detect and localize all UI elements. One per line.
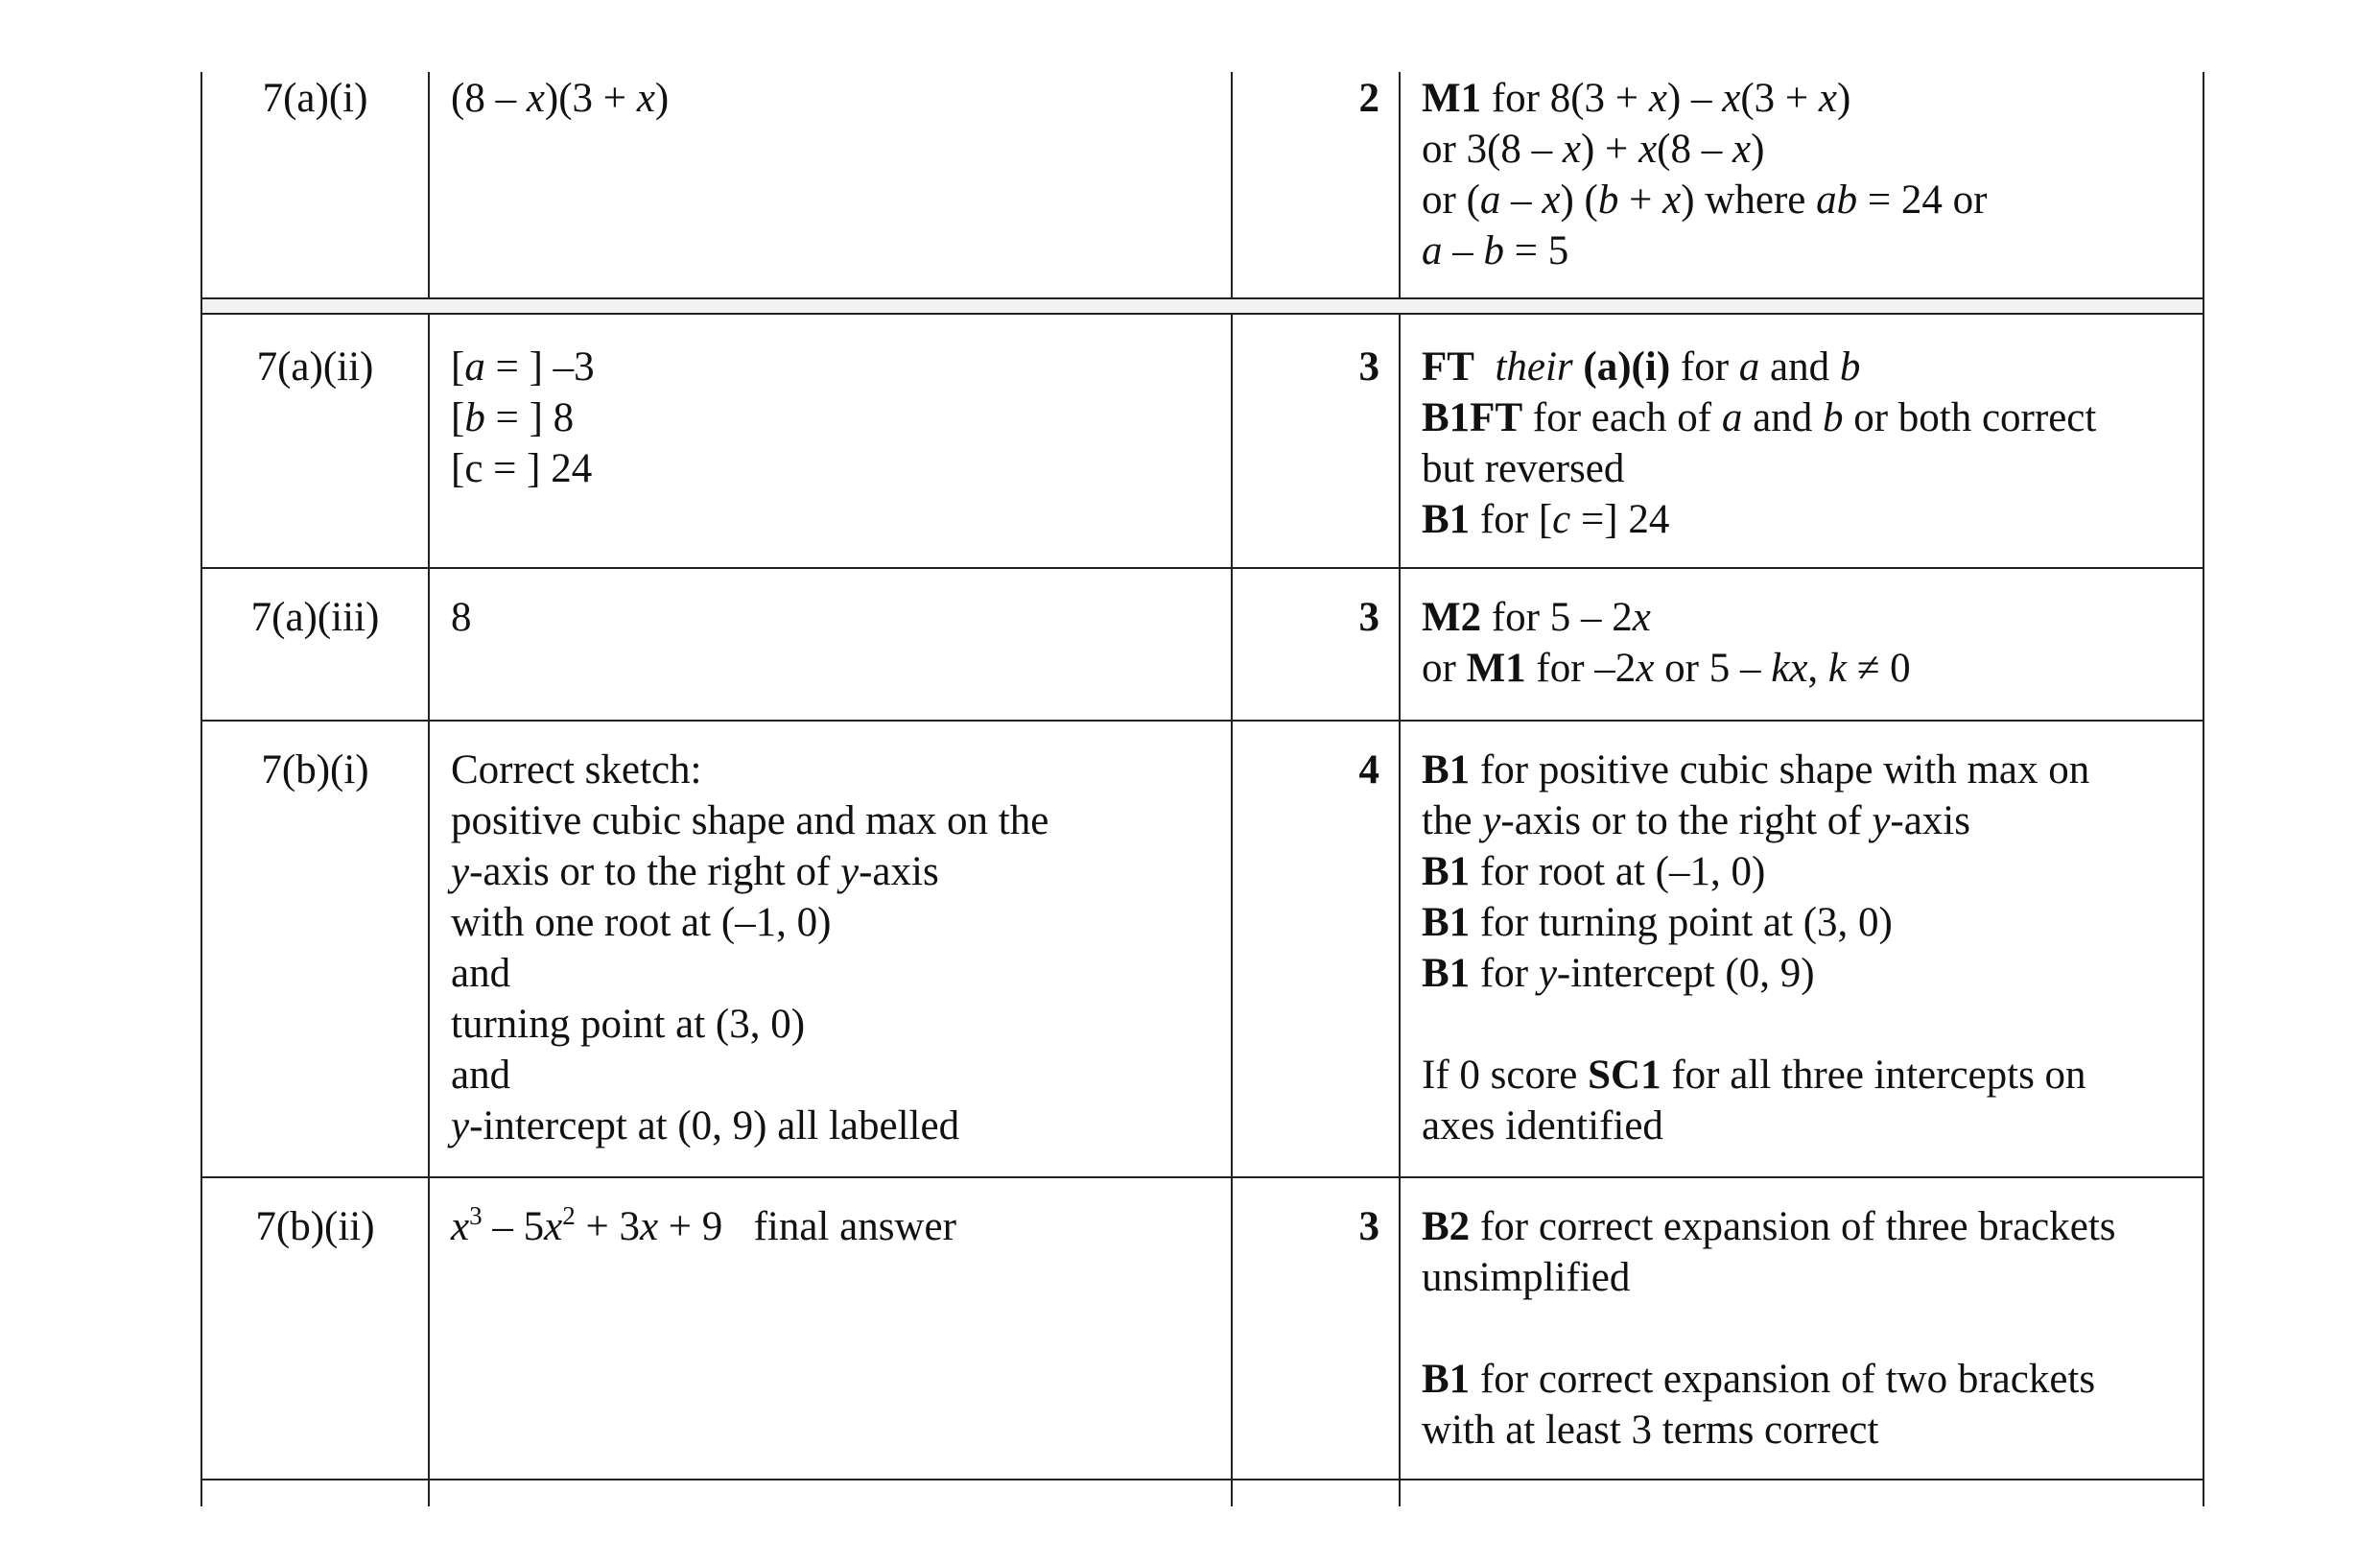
row-line <box>200 1176 2204 1178</box>
guidance-line: axes identified <box>1422 1103 1663 1149</box>
guidance-line: B1 for positive cubic shape with max on <box>1422 747 2090 793</box>
spacer <box>1422 999 2089 1050</box>
guidance-line: but reversed <box>1422 446 1625 491</box>
question-number: 7(b)(ii) <box>255 1204 375 1249</box>
answer-line: [c = ] 24 <box>451 446 593 491</box>
guidance-line: M2 for 5 – 2x <box>1422 595 1651 640</box>
marks-value: 2 <box>1358 76 1379 121</box>
col-line-right <box>2203 72 2204 1506</box>
guidance-line: B1FT for each of a and b or both correct <box>1422 395 2097 440</box>
question-number: 7(a)(ii) <box>256 344 374 390</box>
question-number: 7(a)(iii) <box>250 595 380 640</box>
spacer <box>1422 1303 2116 1354</box>
guidance-line: B1 for root at (–1, 0) <box>1422 849 1766 894</box>
row-line <box>200 1479 2204 1480</box>
col-line-question <box>428 72 430 1506</box>
answer-cell <box>451 1201 956 1252</box>
guidance-line: B2 for correct expansion of three brackets <box>1422 1204 2116 1249</box>
answer-line: $x^3 - 5x^2 + 3x + 9$ final answer <box>451 1201 956 1249</box>
answer-line: Correct sketch: <box>451 747 702 793</box>
guidance-cell <box>1422 1201 2116 1456</box>
guidance-line: FT their (a)(i) for a and b <box>1422 344 1861 390</box>
guidance-line: or (a – x) (b + x) where ab = 24 or <box>1422 178 1988 223</box>
marks-value: 3 <box>1358 344 1379 390</box>
guidance-cell <box>1422 745 2089 1151</box>
guidance-line: B1 for turning point at (3, 0) <box>1422 900 1893 945</box>
guidance-line: B1 for correct expansion of two brackets <box>1422 1357 2096 1402</box>
marks-value: 3 <box>1358 1204 1379 1249</box>
question-number: 7(b)(i) <box>261 747 369 793</box>
answer-cell <box>451 592 472 643</box>
guidance-line: or M1 for –2x or 5 – kx, k ≠ 0 <box>1422 646 1911 691</box>
answer-line: with one root at (–1, 0) <box>451 900 832 945</box>
answer-line: y-axis or to the right of y-axis <box>451 849 939 894</box>
answer-line: (8 – x)(3 + x) <box>451 76 670 121</box>
guidance-line: B1 for [c =] 24 <box>1422 497 1670 542</box>
answer-line: and <box>451 1053 511 1098</box>
row-separator-band <box>202 299 2203 313</box>
answer-line: 8 <box>451 595 472 640</box>
guidance-line: or 3(8 – x) + x(8 – x) <box>1422 127 1765 172</box>
marks-value: 4 <box>1358 747 1379 793</box>
row-line <box>200 313 2204 315</box>
row-line <box>200 567 2204 569</box>
col-line-marks <box>1399 72 1401 1506</box>
answer-cell <box>451 73 669 124</box>
answer-line: y-intercept at (0, 9) all labelled <box>451 1103 960 1149</box>
question-number: 7(a)(i) <box>262 76 368 121</box>
row-line <box>200 720 2204 722</box>
guidance-cell <box>1422 592 1911 694</box>
answer-line: positive cubic shape and max on the <box>451 798 1049 843</box>
answer-line: [a = ] –3 <box>451 344 595 390</box>
guidance-line: B1 for y-intercept (0, 9) <box>1422 951 1815 996</box>
answer-cell <box>451 745 1049 1151</box>
guidance-cell <box>1422 342 2096 545</box>
marks-value: 3 <box>1358 595 1379 640</box>
answer-line: and <box>451 951 511 996</box>
guidance-line: unsimplified <box>1422 1255 1631 1300</box>
guidance-line: M1 for 8(3 + x) – x(3 + x) <box>1422 76 1851 121</box>
guidance-line: the y-axis or to the right of y-axis <box>1422 798 1970 843</box>
guidance-line: with at least 3 terms correct <box>1422 1408 1879 1453</box>
answer-cell <box>451 342 595 494</box>
answer-line: turning point at (3, 0) <box>451 1002 806 1047</box>
guidance-line: If 0 score SC1 for all three intercepts on <box>1422 1053 2086 1098</box>
guidance-cell <box>1422 73 1987 276</box>
guidance-line: a – b = 5 <box>1422 228 1569 273</box>
answer-line: [b = ] 8 <box>451 395 575 440</box>
